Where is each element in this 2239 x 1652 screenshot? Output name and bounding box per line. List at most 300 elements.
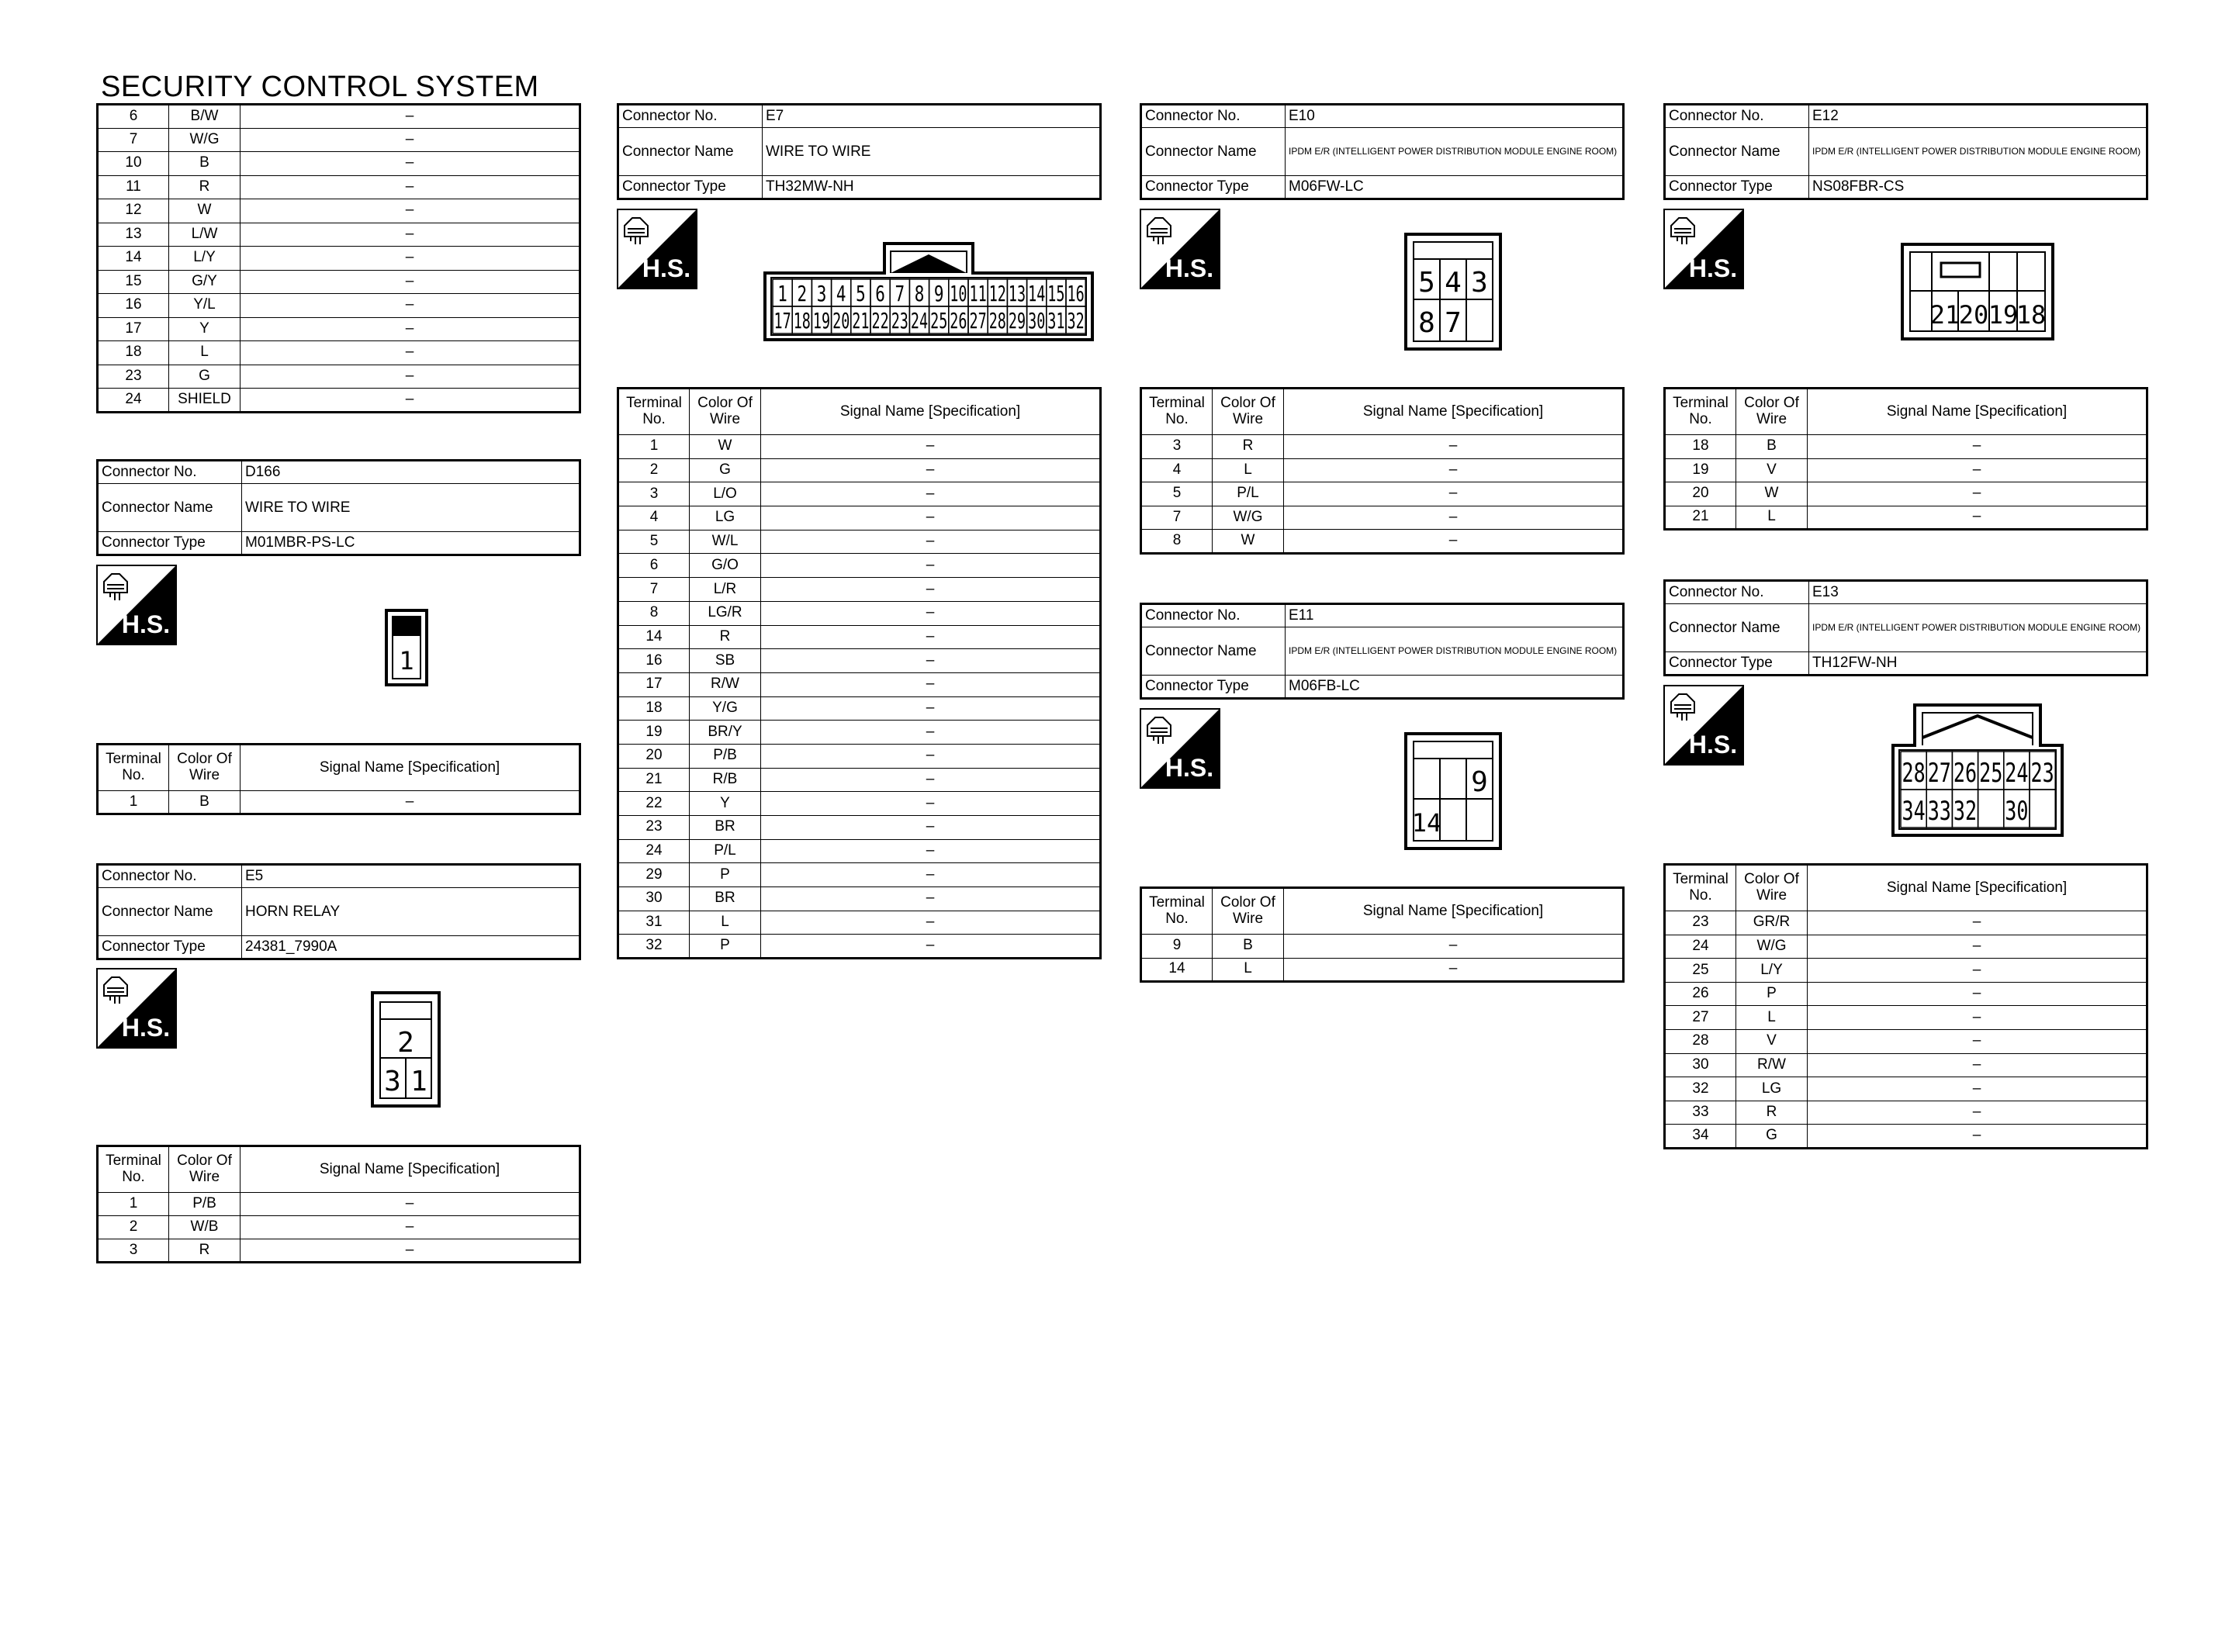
pin-label: 27 (969, 308, 987, 334)
wire-color-cell: W/G (1736, 935, 1808, 959)
signal-name-cell: – (761, 721, 1101, 745)
hs-label: H.S. (1164, 254, 1214, 282)
connector-name-value: IPDM E/R (INTELLIGENT POWER DISTRIBUTION MODULE ENGINE ROOM) (1809, 604, 2147, 652)
connector-type-value: M06FB-LC (1286, 676, 1624, 699)
wire-color-cell: R (1736, 1101, 1808, 1125)
wire-color-cell: L (1736, 506, 1808, 530)
terminal-no-cell: 2 (98, 1216, 169, 1239)
terminal-no-cell: 30 (1665, 1053, 1736, 1077)
terminal-no-cell: 16 (98, 294, 169, 318)
table-row (1665, 1077, 2147, 1101)
wire-color-cell: W/G (1213, 506, 1284, 530)
wire-color-cell: P/B (169, 1193, 241, 1216)
terminal-no-cell: 9 (1141, 935, 1213, 959)
pin-label: 19 (812, 308, 831, 334)
terminal-no-cell: 31 (618, 911, 690, 935)
terminal-no-cell: 3 (98, 1239, 169, 1263)
table-row (98, 365, 580, 389)
pin-label: 8 (1418, 307, 1435, 339)
signal-name-cell: – (761, 696, 1101, 721)
continuation-terminal-table (96, 103, 581, 413)
pin-label: 18 (793, 308, 811, 334)
signal-name-cell: – (761, 792, 1101, 816)
wire-color-cell: L/O (690, 482, 761, 506)
terminal-no-cell: 27 (1665, 1006, 1736, 1030)
terminal-no-cell: 20 (618, 744, 690, 768)
wire-color-cell: L (1213, 458, 1284, 482)
color-of-wire-header: Color Of Wire (169, 1146, 241, 1193)
table-row (618, 911, 1101, 935)
wire-color-cell: G/O (690, 554, 761, 578)
hs-label: H.S. (1164, 754, 1214, 782)
table-row (618, 554, 1101, 578)
connector-type-label: Connector Type (98, 936, 242, 959)
table-row (618, 839, 1101, 863)
harness-side-icon (1663, 685, 1744, 766)
wire-color-cell: W (1213, 530, 1284, 554)
signal-name-cell: – (241, 365, 580, 389)
signal-name-cell: – (761, 649, 1101, 673)
connector-e10-face (1404, 233, 1502, 351)
table-row (1665, 935, 2147, 959)
pin-label: 29 (1008, 308, 1026, 334)
pin-label: 4 (1445, 267, 1462, 299)
table-row (618, 672, 1101, 696)
pin-label: 31 (1047, 308, 1065, 334)
signal-name-cell: – (761, 935, 1101, 959)
wire-color-cell: L (169, 341, 241, 365)
page-title: SECURITY CONTROL SYSTEM (101, 71, 539, 103)
table-row (1665, 1101, 2147, 1125)
terminal-no-cell: 23 (1665, 911, 1736, 935)
pin-label: 18 (2016, 300, 2047, 330)
terminal-no-cell: 19 (1665, 458, 1736, 482)
signal-name-cell: – (1808, 1077, 2147, 1101)
signal-name-cell: – (1808, 982, 2147, 1006)
terminal-no-cell: 23 (98, 365, 169, 389)
table-row (618, 482, 1101, 506)
signal-name-cell: – (1808, 1006, 2147, 1030)
pin-label: 14 (1411, 808, 1442, 838)
signal-name-cell: – (1808, 911, 2147, 935)
connector-no-value: E12 (1809, 105, 2147, 128)
table-row (1665, 1029, 2147, 1053)
terminal-no-cell: 33 (1665, 1101, 1736, 1125)
wire-color-cell: L/W (169, 223, 241, 247)
terminal-no-header: Terminal No. (1141, 888, 1213, 935)
wire-color-cell: L (690, 911, 761, 935)
table-row (618, 863, 1101, 887)
signal-name-header: Signal Name [Specification] (1284, 888, 1624, 935)
signal-name-cell: – (761, 911, 1101, 935)
wire-color-cell: R (690, 625, 761, 649)
terminal-no-cell: 8 (1141, 530, 1213, 554)
terminal-no-cell: 23 (618, 816, 690, 840)
wire-color-cell: P (1736, 982, 1808, 1006)
table-row (1665, 911, 2147, 935)
signal-name-cell: – (761, 839, 1101, 863)
wire-color-cell: R (169, 175, 241, 199)
signal-name-cell: – (761, 816, 1101, 840)
signal-name-header: Signal Name [Specification] (1808, 865, 2147, 911)
connector-type-value: NS08FBR-CS (1809, 176, 2147, 199)
terminal-no-cell: 26 (1665, 982, 1736, 1006)
terminal-no-cell: 24 (618, 839, 690, 863)
color-of-wire-header: Color Of Wire (690, 389, 761, 435)
signal-name-cell: – (1808, 1029, 2147, 1053)
table-row (618, 768, 1101, 792)
connector-name-value: IPDM E/R (INTELLIGENT POWER DISTRIBUTION MODULE ENGINE ROOM) (1286, 128, 1624, 176)
wire-color-cell: V (1736, 458, 1808, 482)
signal-name-cell: – (1808, 1053, 2147, 1077)
pin-label: 5 (1418, 267, 1435, 299)
wire-color-cell: Y (690, 792, 761, 816)
connector-no-label: Connector No. (618, 105, 763, 128)
pin-label: 8 (914, 281, 925, 306)
pin-label: 28 (988, 308, 1006, 334)
wire-color-cell: G (1736, 1125, 1808, 1149)
connector-d166-face (385, 609, 428, 686)
wire-color-cell: G/Y (169, 270, 241, 294)
pin-label: 7 (1445, 307, 1462, 339)
signal-name-cell: – (1284, 458, 1624, 482)
pin-label: 20 (832, 308, 850, 334)
signal-name-cell: – (241, 294, 580, 318)
wire-color-cell: R/W (1736, 1053, 1808, 1077)
pin-label: 24 (2005, 758, 2029, 790)
table-row (618, 649, 1101, 673)
color-of-wire-header: Color Of Wire (169, 745, 241, 791)
harness-side-icon (96, 968, 177, 1049)
connector-e11-info (1140, 603, 1625, 700)
table-row (1665, 458, 2147, 482)
signal-name-cell: – (1808, 1101, 2147, 1125)
pin-label: 23 (891, 308, 908, 334)
terminal-no-cell: 10 (98, 152, 169, 176)
table-row (618, 816, 1101, 840)
pin-label: 21 (852, 308, 870, 334)
terminal-no-header: Terminal No. (98, 1146, 169, 1193)
connector-e13-face (1890, 702, 2065, 838)
connector-no-label: Connector No. (1141, 604, 1286, 627)
signal-name-cell: – (761, 482, 1101, 506)
connector-type-label: Connector Type (1141, 676, 1286, 699)
pin-label: 6 (875, 281, 885, 306)
terminal-no-cell: 11 (98, 175, 169, 199)
pin-label: 30 (1028, 308, 1046, 334)
terminal-no-cell: 30 (618, 887, 690, 911)
signal-name-cell: – (1808, 959, 2147, 983)
table-row (98, 152, 580, 176)
signal-name-header: Signal Name [Specification] (1808, 389, 2147, 435)
wire-color-cell: R (169, 1239, 241, 1263)
signal-name-cell: – (241, 389, 580, 413)
terminal-no-cell: 18 (1665, 435, 1736, 459)
signal-name-cell: – (1808, 935, 2147, 959)
table-row (1141, 958, 1624, 982)
table-row (618, 601, 1101, 625)
wire-color-cell: Y/G (690, 696, 761, 721)
signal-name-cell: – (241, 1239, 580, 1263)
connector-name-label: Connector Name (1665, 604, 1809, 652)
terminal-no-cell: 29 (618, 863, 690, 887)
terminal-no-cell: 34 (1665, 1125, 1736, 1149)
connector-e12-info (1663, 103, 2148, 200)
pin-label: 1 (410, 1066, 427, 1097)
wire-color-cell: W/G (169, 128, 241, 152)
signal-name-cell: – (761, 672, 1101, 696)
terminal-no-cell: 20 (1665, 482, 1736, 506)
connector-e10-terminal-table (1140, 387, 1625, 555)
signal-name-cell: – (761, 458, 1101, 482)
terminal-no-cell: 1 (98, 1193, 169, 1216)
harness-side-icon (1140, 708, 1220, 789)
table-row (98, 1216, 580, 1239)
pin-label: 17 (773, 308, 791, 334)
terminal-no-cell: 5 (618, 530, 690, 554)
terminal-no-cell: 1 (98, 791, 169, 814)
connector-name-label: Connector Name (98, 888, 242, 936)
connector-e11-face (1404, 732, 1502, 850)
pin-label: 3 (1471, 267, 1488, 299)
harness-side-icon (1140, 209, 1220, 289)
terminal-no-cell: 14 (1141, 958, 1213, 982)
table-row (98, 199, 580, 223)
terminal-no-cell: 3 (1141, 435, 1213, 459)
connector-type-value: 24381_7990A (242, 936, 580, 959)
terminal-no-cell: 28 (1665, 1029, 1736, 1053)
harness-side-icon (1663, 209, 1744, 289)
connector-no-value: E11 (1286, 604, 1624, 627)
table-row (1141, 506, 1624, 530)
terminal-no-header: Terminal No. (98, 745, 169, 791)
table-row (98, 1239, 580, 1263)
terminal-no-cell: 14 (618, 625, 690, 649)
terminal-no-cell: 32 (1665, 1077, 1736, 1101)
wire-color-cell: L/Y (169, 247, 241, 271)
terminal-no-cell: 24 (98, 389, 169, 413)
terminal-no-cell: 18 (98, 341, 169, 365)
signal-name-cell: – (761, 530, 1101, 554)
connector-name-value: WIRE TO WIRE (242, 484, 580, 532)
signal-name-header: Signal Name [Specification] (241, 1146, 580, 1193)
wire-color-cell: GR/R (1736, 911, 1808, 935)
signal-name-cell: – (241, 341, 580, 365)
signal-name-cell: – (761, 578, 1101, 602)
pin-label: 26 (1953, 758, 1978, 790)
signal-name-cell: – (241, 270, 580, 294)
signal-name-cell: – (1284, 506, 1624, 530)
pin-label: 12 (988, 281, 1006, 306)
pin-label: 9 (933, 281, 944, 306)
signal-name-cell: – (1284, 935, 1624, 959)
terminal-no-cell: 15 (98, 270, 169, 294)
pin-label: 34 (1902, 796, 1926, 828)
table-row (98, 294, 580, 318)
color-of-wire-header: Color Of Wire (1736, 389, 1808, 435)
terminal-no-cell: 13 (98, 223, 169, 247)
table-row (1665, 982, 2147, 1006)
terminal-no-cell: 18 (618, 696, 690, 721)
terminal-no-cell: 24 (1665, 935, 1736, 959)
pin-label: 11 (969, 281, 987, 306)
table-row (1665, 435, 2147, 459)
terminal-no-cell: 1 (618, 435, 690, 459)
connector-no-label: Connector No. (98, 461, 242, 484)
terminal-no-header: Terminal No. (1141, 389, 1213, 435)
table-row (98, 270, 580, 294)
terminal-no-cell: 16 (618, 649, 690, 673)
hs-label: H.S. (121, 610, 171, 638)
signal-name-cell: – (1284, 530, 1624, 554)
table-row (618, 792, 1101, 816)
connector-name-value: HORN RELAY (242, 888, 580, 936)
table-row (618, 721, 1101, 745)
pin-label: 13 (1008, 281, 1026, 306)
wire-color-cell: B/W (169, 105, 241, 129)
pin-label: 2 (797, 281, 808, 306)
signal-name-cell: – (1284, 482, 1624, 506)
connector-no-label: Connector No. (98, 865, 242, 888)
wire-color-cell: BR (690, 816, 761, 840)
connector-no-label: Connector No. (1665, 581, 1809, 604)
table-row (618, 578, 1101, 602)
table-row (1141, 482, 1624, 506)
terminal-no-cell: 5 (1141, 482, 1213, 506)
connector-type-value: M01MBR-PS-LC (242, 532, 580, 555)
connector-type-value: TH32MW-NH (763, 176, 1101, 199)
pin-label: 24 (910, 308, 929, 334)
pin-label: 4 (836, 281, 846, 306)
terminal-no-cell: 17 (618, 672, 690, 696)
pin-label: 3 (384, 1066, 401, 1097)
connector-e11-terminal-table (1140, 886, 1625, 983)
color-of-wire-header: Color Of Wire (1213, 888, 1284, 935)
table-row (98, 791, 580, 814)
terminal-no-cell: 21 (1665, 506, 1736, 530)
table-row (98, 247, 580, 271)
pin-label: 7 (895, 281, 905, 306)
pin-label: 9 (1471, 766, 1488, 798)
pin-label: 21 (1929, 300, 1960, 330)
connector-e5-face (371, 991, 441, 1108)
table-row (1665, 506, 2147, 530)
connector-no-value: E10 (1286, 105, 1624, 128)
table-row (98, 128, 580, 152)
wire-color-cell: B (1213, 935, 1284, 959)
table-row (618, 887, 1101, 911)
wire-color-cell: SB (690, 649, 761, 673)
connector-no-label: Connector No. (1141, 105, 1286, 128)
pin-label: 33 (1927, 796, 1951, 828)
pin-label: 32 (1953, 796, 1978, 828)
table-row (618, 506, 1101, 531)
connector-d166-terminal-table (96, 743, 581, 815)
terminal-no-header: Terminal No. (1665, 865, 1736, 911)
connector-e12-face (1901, 243, 2054, 340)
pin-label: 25 (930, 308, 948, 334)
terminal-no-cell: 2 (618, 458, 690, 482)
connector-no-value: E7 (763, 105, 1101, 128)
signal-name-cell: – (241, 223, 580, 247)
signal-name-cell: – (761, 744, 1101, 768)
pin-label: 1 (399, 646, 414, 676)
connector-e7-terminal-table (617, 387, 1102, 959)
wire-color-cell: W/L (690, 530, 761, 554)
connector-e5-terminal-table (96, 1145, 581, 1263)
wire-color-cell: LG (690, 506, 761, 531)
table-row (618, 696, 1101, 721)
table-row (1141, 458, 1624, 482)
pin-label: 14 (1028, 281, 1046, 306)
signal-name-cell: – (761, 625, 1101, 649)
wire-color-cell: R/W (690, 672, 761, 696)
connector-name-label: Connector Name (1141, 128, 1286, 176)
pin-label: 23 (2030, 758, 2054, 790)
wire-color-cell: LG (1736, 1077, 1808, 1101)
table-row (618, 744, 1101, 768)
hs-label: H.S. (1688, 731, 1738, 759)
wire-color-cell: LG/R (690, 601, 761, 625)
signal-name-cell: – (761, 554, 1101, 578)
wire-color-cell: W (1736, 482, 1808, 506)
connector-e10-info (1140, 103, 1625, 200)
wire-color-cell: B (169, 791, 241, 814)
wire-color-cell: W/B (169, 1216, 241, 1239)
color-of-wire-header: Color Of Wire (1736, 865, 1808, 911)
pin-label: 15 (1047, 281, 1065, 306)
hs-label: H.S. (121, 1014, 171, 1042)
pin-label: 22 (871, 308, 889, 334)
signal-name-header: Signal Name [Specification] (1284, 389, 1624, 435)
wire-color-cell: P/B (690, 744, 761, 768)
connector-no-label: Connector No. (1665, 105, 1809, 128)
table-row (98, 175, 580, 199)
signal-name-cell: – (241, 105, 580, 129)
signal-name-cell: – (761, 601, 1101, 625)
pin-label: 1 (777, 281, 787, 306)
signal-name-cell: – (761, 863, 1101, 887)
signal-name-cell: – (241, 128, 580, 152)
signal-name-cell: – (241, 791, 580, 814)
wire-color-cell: W (690, 435, 761, 459)
terminal-no-cell: 6 (618, 554, 690, 578)
terminal-no-cell: 21 (618, 768, 690, 792)
table-row (618, 530, 1101, 554)
terminal-no-cell: 6 (98, 105, 169, 129)
table-row (618, 435, 1101, 459)
terminal-no-cell: 7 (98, 128, 169, 152)
signal-name-cell: – (761, 506, 1101, 531)
pin-label: 19 (1988, 300, 2019, 330)
wire-color-cell: W (169, 199, 241, 223)
connector-type-label: Connector Type (1141, 176, 1286, 199)
terminal-no-cell: 4 (1141, 458, 1213, 482)
terminal-no-header: Terminal No. (618, 389, 690, 435)
pin-label: 2 (397, 1027, 414, 1059)
table-row (618, 935, 1101, 959)
table-row (1141, 935, 1624, 959)
connector-name-label: Connector Name (1665, 128, 1809, 176)
connector-e7-info (617, 103, 1102, 200)
wire-color-cell: R (1213, 435, 1284, 459)
table-row (1665, 959, 2147, 983)
color-of-wire-header: Color Of Wire (1213, 389, 1284, 435)
table-row (98, 223, 580, 247)
terminal-no-cell: 8 (618, 601, 690, 625)
signal-name-cell: – (241, 152, 580, 176)
wire-color-cell: L (1736, 1006, 1808, 1030)
